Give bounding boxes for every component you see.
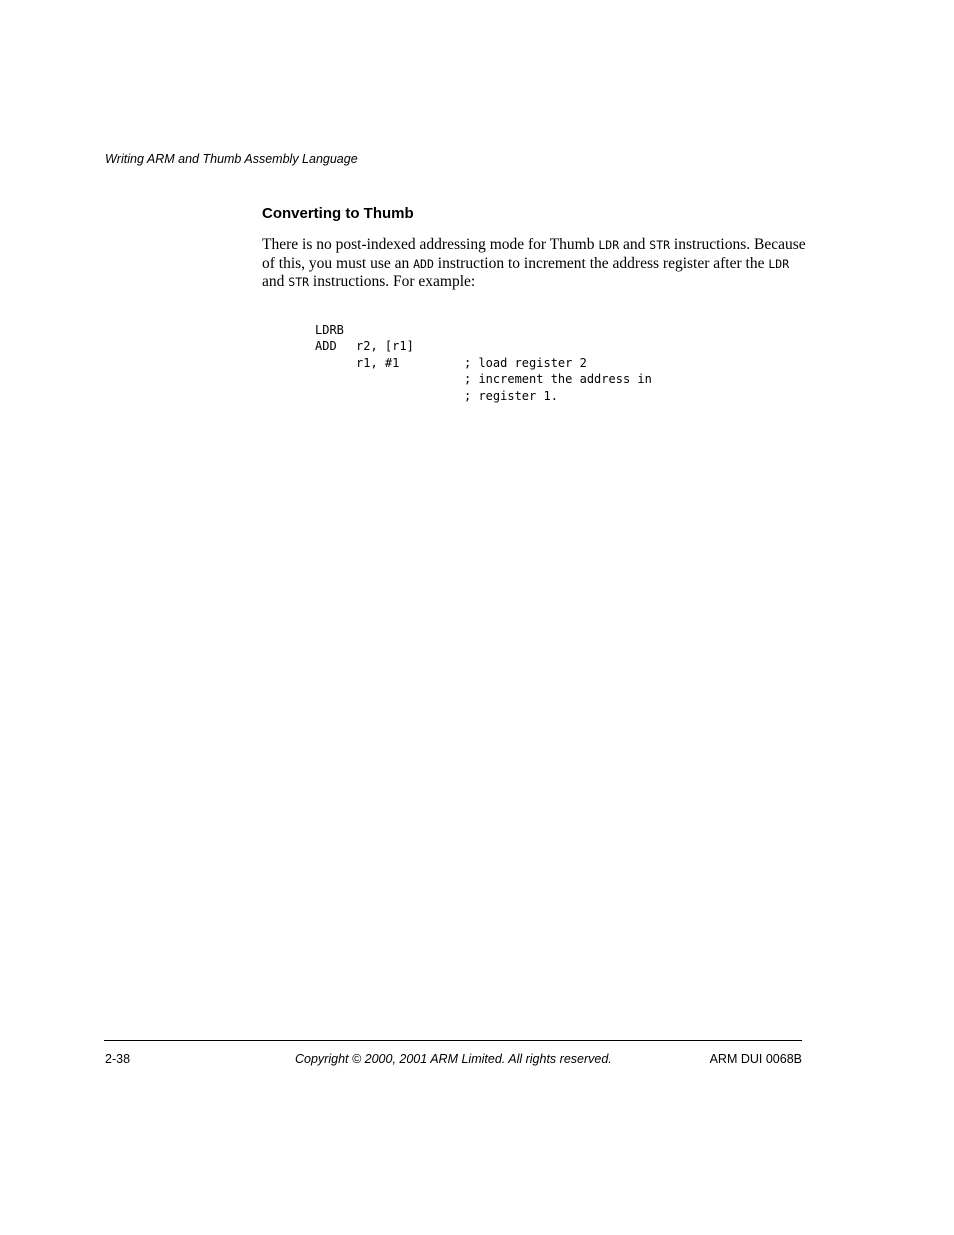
code-comment: ; register 1. [464, 388, 558, 403]
paragraph-line [262, 273, 807, 292]
code-comment: ; load register 2 [464, 355, 587, 370]
code-comment: ; increment the address in [464, 372, 652, 386]
copyright-notice: Copyright © 2000, 2001 ARM Limited. All rights reserved. [295, 1052, 612, 1066]
paragraph-line [262, 255, 807, 274]
section-heading: Converting to Thumb [262, 205, 414, 222]
body-paragraph [262, 236, 807, 292]
page-number: 2-38 [105, 1052, 131, 1066]
inline-code-str: STR [649, 238, 671, 252]
inline-code-str: STR [288, 275, 310, 290]
paragraph-text: and [262, 273, 289, 291]
document-id: ARM DUI 0068B [709, 1052, 802, 1066]
code-opcode: LDRB [315, 322, 344, 337]
paragraph-text: There is no post-indexed addressing mode for Thumb [262, 236, 599, 253]
code-example [315, 305, 652, 403]
inline-code-ldr: LDR [598, 238, 620, 252]
paragraph-text: instructions. For example: [309, 273, 476, 291]
paragraph-line [262, 236, 807, 255]
code-operands: r2, [r1] [356, 339, 414, 353]
inline-code-add: ADD [413, 256, 434, 271]
paragraph-text: instruction to increment the address register after the [433, 254, 769, 272]
paragraph-text: and [619, 236, 650, 253]
paragraph-text: instructions. Because [670, 236, 806, 253]
inline-code-ldr: LDR [768, 256, 790, 271]
code-operands: r1, #1 [356, 355, 400, 370]
footer-divider [104, 1040, 802, 1041]
paragraph-text: of this, you must use an [262, 254, 414, 272]
running-header: Writing ARM and Thumb Assembly Language [105, 152, 358, 166]
code-opcode: ADD [315, 339, 337, 353]
